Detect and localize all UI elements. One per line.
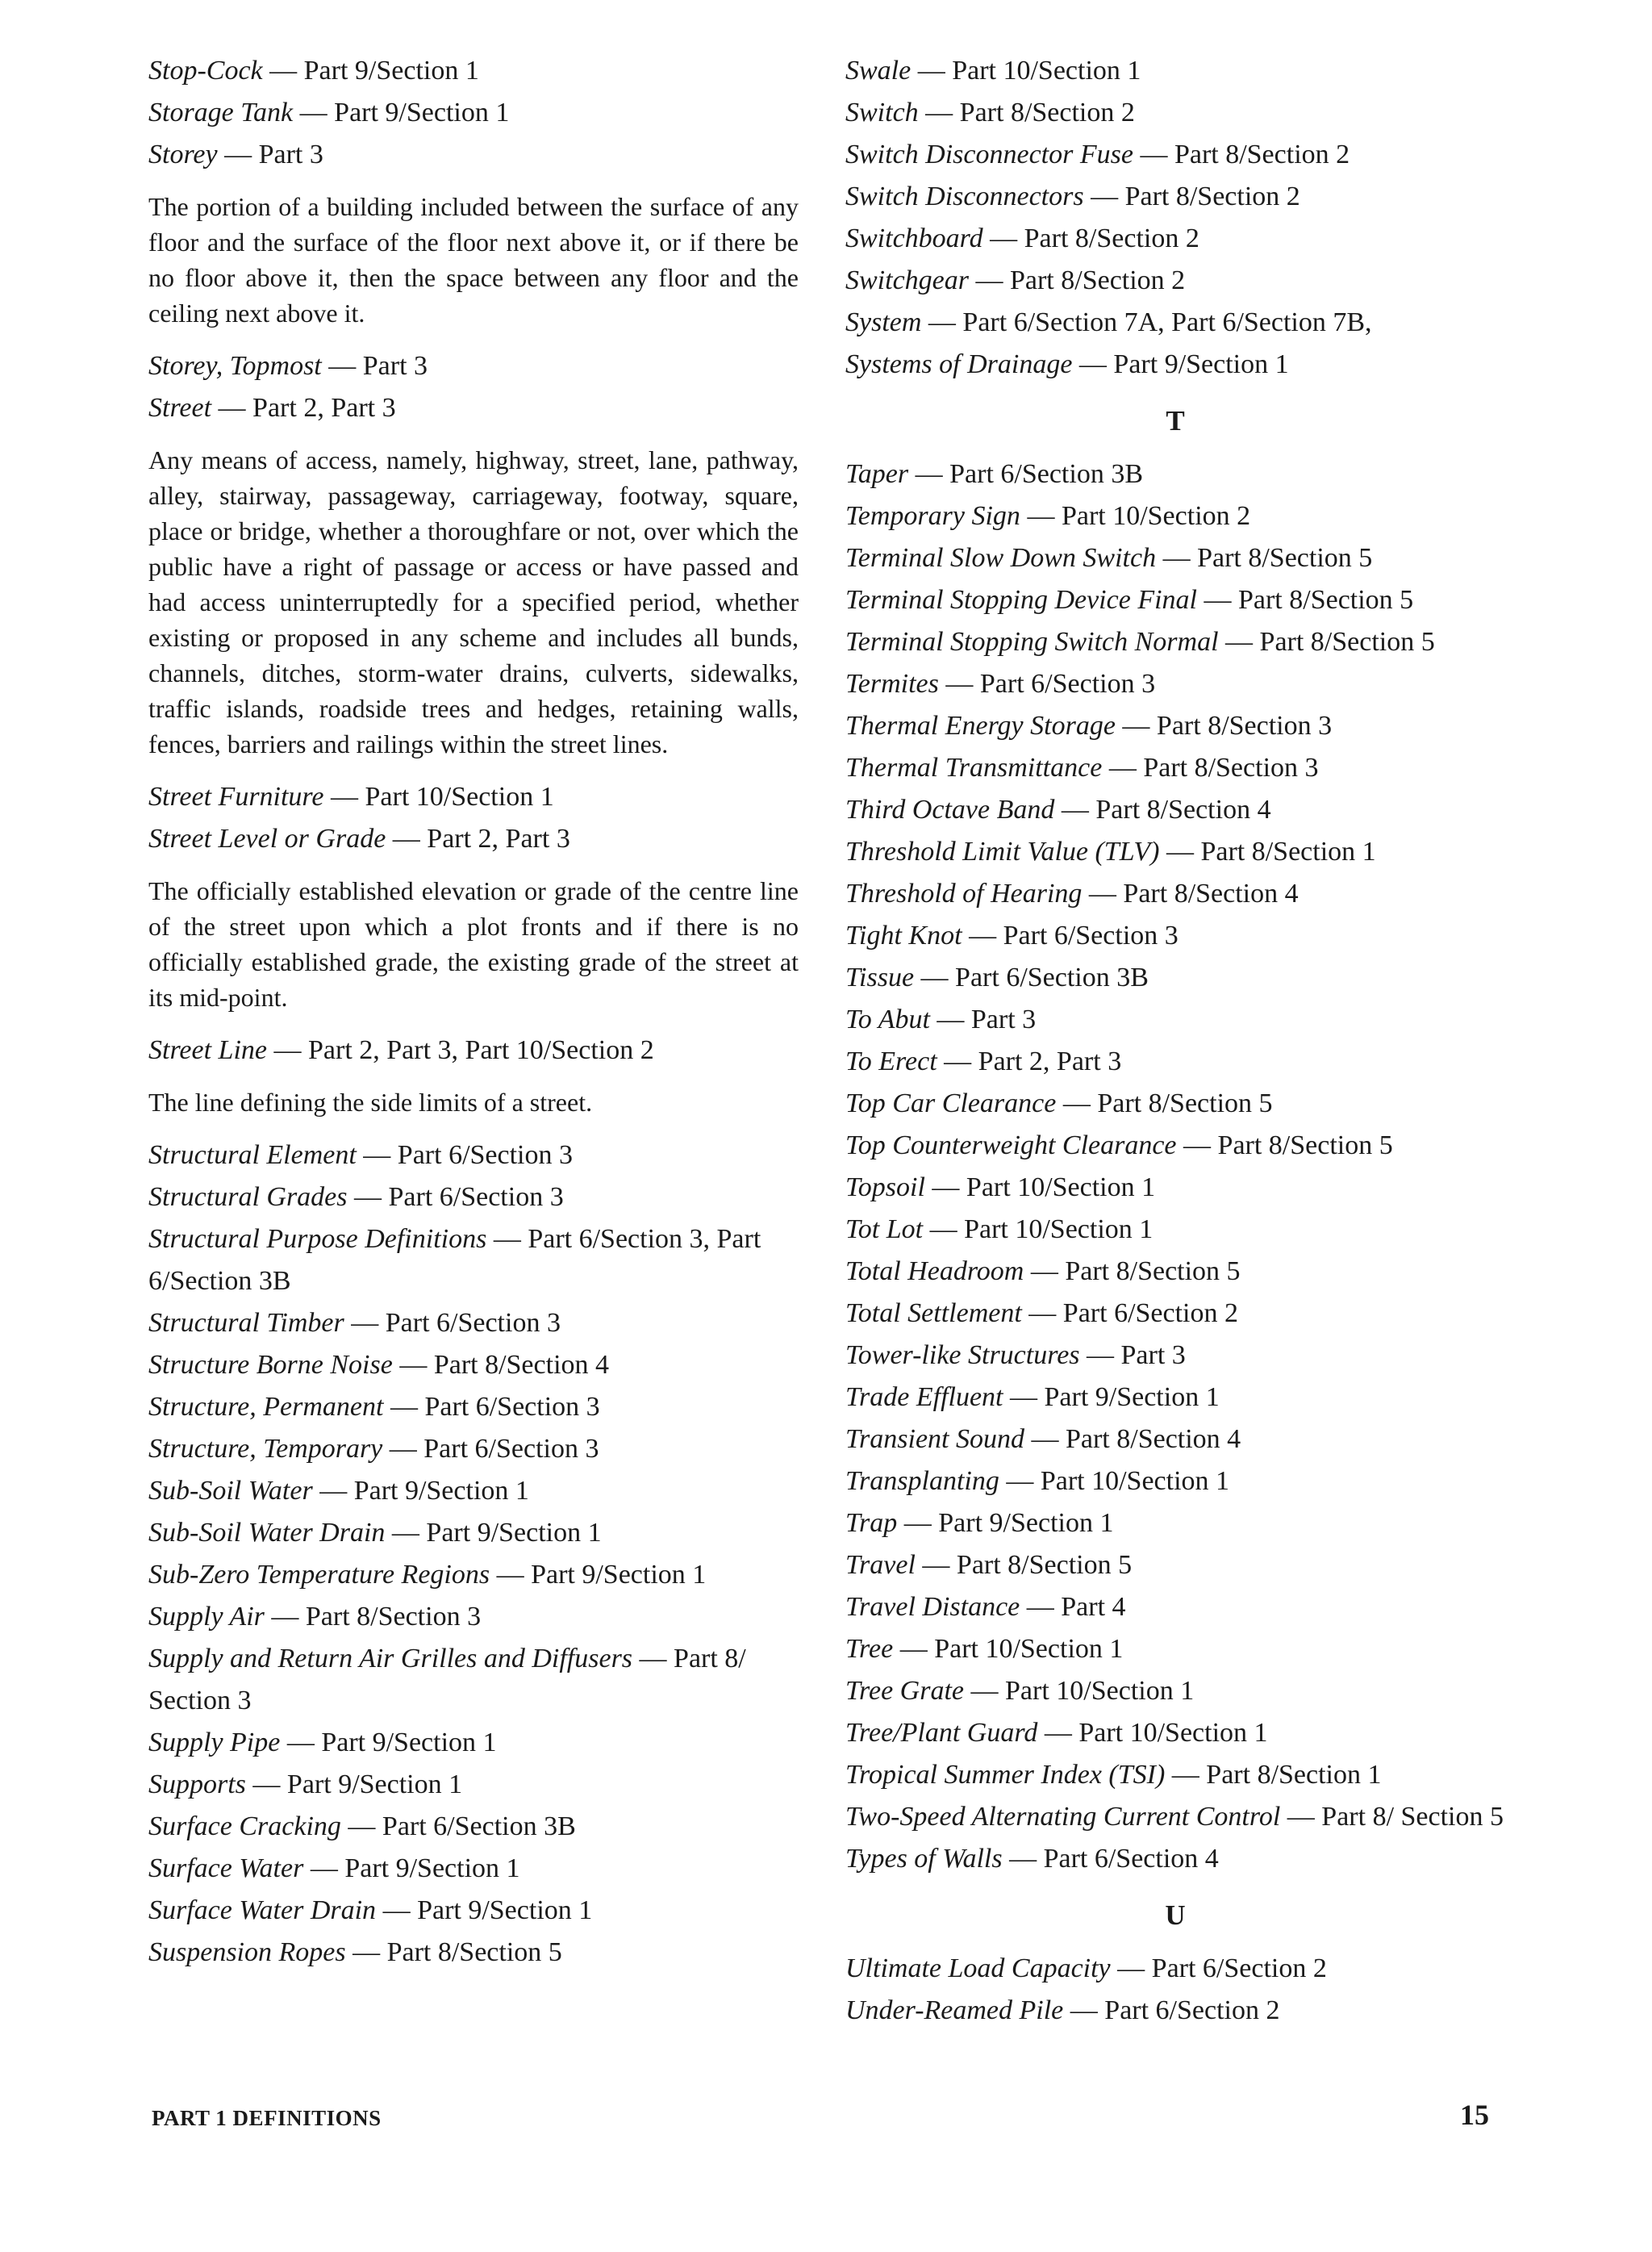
entry-term: Sub-Soil Water Drain [148,1518,386,1548]
glossary-entry: Tree — Part 10/Section 1 [845,1634,1124,1664]
entry-reference: Part 9/Section 1 [417,1895,593,1925]
entry-term: Tissue [845,963,915,992]
entry-term: Supply Pipe [148,1728,281,1757]
entry-term: Surface Cracking [148,1811,341,1841]
entry-reference: Part 6/Section 3 [1003,921,1179,951]
entry-term: Tropical Summer Index (TSI) [845,1760,1166,1790]
right-column [845,50,1505,2032]
glossary-entry: Sub-Soil Water — Part 9/Section 1 [148,1476,529,1506]
glossary-entry: Tight Knot — Part 6/Section 3 [845,921,1179,951]
glossary-entry: Tree/Plant Guard — Part 10/Section 1 [845,1718,1268,1748]
glossary-entry: Structure Borne Noise — Part 8/Section 4 [148,1350,610,1380]
glossary-entry: Suspension Ropes — Part 8/Section 5 [148,1937,562,1967]
entry-reference: Part 6/Section 2 [1151,1953,1327,1983]
section-letter-heading: T [1166,405,1185,437]
glossary-entry: To Erect — Part 2, Part 3 [845,1047,1122,1076]
entry-term: Storage Tank [148,98,294,127]
glossary-entry: Trap — Part 9/Section 1 [845,1508,1114,1538]
entry-term: Total Headroom [845,1256,1024,1286]
entry-reference: Part 8/Section 2 [1174,140,1350,169]
entry-term: Third Octave Band [845,795,1055,825]
entry-term: Structural Grades [148,1182,348,1212]
entry-term: Threshold of Hearing [845,879,1083,909]
entry-reference: Part 9/Section 1 [531,1560,707,1590]
glossary-entry: Total Headroom — Part 8/Section 5 [845,1256,1241,1286]
glossary-entry: Total Settlement — Part 6/Section 2 [845,1298,1238,1328]
entry-reference: Part 8/Section 5 [1065,1256,1241,1286]
entry-term: Structural Purpose Definitions [148,1224,487,1254]
entry-reference: Part 8/Section 3 [1143,753,1319,783]
entry-reference: Part 6/Section 3B [382,1811,576,1841]
entry-reference: Part 2, Part 3 [427,824,570,854]
entry-reference: Part 6/Section 4 [1043,1844,1219,1874]
glossary-entry: To Abut — Part 3 [845,1005,1037,1034]
glossary-entry: Swale — Part 10/Section 1 [845,56,1141,86]
glossary-entry: Storey — Part 3 [148,140,323,169]
entry-reference: Part 8/Section 5 [1097,1088,1273,1118]
entry-reference: Part 10/Section 2 [1061,501,1251,531]
glossary-entry: Street — Part 2, Part 3 [148,393,396,423]
glossary-entry: Two-Speed Alternating Current Control — Part 8/ Section 5 [845,1802,1504,1832]
entry-term: Structural Element [148,1140,357,1170]
page-number: 15 [1460,2099,1489,2131]
entry-term: Sub-Zero Temperature Regions [148,1560,490,1590]
glossary-entry: Transplanting — Part 10/Section 1 [845,1466,1230,1496]
entry-term: Travel Distance [845,1592,1020,1622]
glossary-entry: System — Part 6/Section 7A, Part 6/Section 7B, [845,307,1372,337]
entry-term: Total Settlement [845,1298,1022,1328]
definition-paragraph: The officially established elevation or grade of the centre line of the street upon which a plot fronts and if there is no officially established grade, the existing grade of the street at its mid-point. [148,876,799,1012]
entry-reference: Part 6/Section 3B [949,459,1144,489]
entry-term: Tree/Plant Guard [845,1718,1038,1748]
entry-term: Tot Lot [845,1214,924,1244]
entry-reference: Part 8/Section 5 [956,1550,1133,1580]
entry-reference: Part 8/Section 2 [1124,182,1300,211]
glossary-entry: Supply Air — Part 8/Section 3 [148,1602,482,1632]
entry-term: Tree [845,1634,894,1664]
glossary-entry: Thermal Transmittance — Part 8/Section 3 [845,753,1319,783]
entry-reference: Part 8/Section 2 [1009,265,1186,295]
entry-term: Taper [845,459,909,489]
glossary-entry: Tree Grate — Part 10/Section 1 [845,1676,1195,1706]
entry-term: Travel [845,1550,916,1580]
entry-term: Surface Water [148,1853,304,1883]
entry-reference: Part 6/Section 2 [1104,1995,1280,2025]
entry-reference: Part 8/ Section 5 [1321,1802,1504,1832]
entry-term: Structure Borne Noise [148,1350,393,1380]
entry-reference: Part 9/Section 1 [344,1853,520,1883]
entry-reference: Part 6/Section 3 [423,1434,599,1464]
entry-term: Terminal Slow Down Switch [845,543,1157,573]
entry-reference: Part 9/Section 1 [303,56,479,86]
entry-term: Switchboard [845,224,983,253]
glossary-entry: Types of Walls — Part 6/Section 4 [845,1844,1219,1874]
entry-reference: Part 8/Section 3 [305,1602,482,1632]
entry-term: Under-Reamed Pile [845,1995,1064,2025]
glossary-entry: Tropical Summer Index (TSI) — Part 8/Section 1 [845,1760,1382,1790]
glossary-entry: Supply Pipe — Part 9/Section 1 [148,1728,497,1757]
glossary-entry: Threshold Limit Value (TLV) — Part 8/Section 1 [845,837,1376,867]
entry-term: Threshold Limit Value (TLV) [845,837,1160,867]
glossary-entry: Switchboard — Part 8/Section 2 [845,224,1199,253]
definition-paragraph: The portion of a building included between the surface of any floor and the surface of the floor next above it, or if there be no floor above it, then the space between any floor and the ceiling next above it. [148,192,799,328]
entry-reference: Part 2, Part 3 [252,393,396,423]
entry-reference: Part 8/Section 2 [1024,224,1199,253]
glossary-entry: Street Furniture — Part 10/Section 1 [148,782,554,812]
glossary-entry: Under-Reamed Pile — Part 6/Section 2 [845,1995,1280,2025]
entry-reference: Part 3 [258,140,323,169]
entry-reference: Part 6/Section 3 [385,1308,561,1338]
glossary-entry: Terminal Stopping Switch Normal — Part 8/Section 5 [845,627,1435,657]
entry-reference: Part 9/Section 1 [334,98,510,127]
glossary-entry: Tissue — Part 6/Section 3B [845,963,1149,992]
glossary-entry: Street Line — Part 2, Part 3, Part 10/Section 2 [148,1035,654,1065]
glossary-entry: Structural Grades — Part 6/Section 3 [148,1182,564,1212]
entry-reference: Part 8/Section 4 [433,1350,610,1380]
glossary-entry: Travel — Part 8/Section 5 [845,1550,1133,1580]
entry-reference: Part 10/Section 1 [1005,1676,1195,1706]
entry-term: Trap [845,1508,898,1538]
entry-reference: Part 10/Section 1 [1078,1718,1268,1748]
entry-term: Storey, Topmost [148,351,322,381]
entry-reference: Part 3 [362,351,428,381]
entry-reference: Part 8/ Section 3 [148,1644,746,1715]
entry-term: Supply and Return Air Grilles and Diffusers [148,1644,633,1673]
entry-reference: Part 8/Section 1 [1200,837,1376,867]
entry-term: Structure, Permanent [148,1392,384,1422]
entry-term: Temporary Sign [845,501,1020,531]
entry-term: Ultimate Load Capacity [845,1953,1111,1983]
entry-term: Swale [845,56,912,86]
entry-reference: Part 10/Section 1 [934,1634,1124,1664]
entry-term: Switchgear [845,265,969,295]
entry-term: Transplanting [845,1466,999,1496]
entry-term: Terminal Stopping Device Final [845,585,1197,615]
section-letter-heading: U [1165,1899,1186,1931]
entry-term: Street Line [148,1035,267,1065]
entry-reference: Part 9/Section 1 [1113,349,1289,379]
glossary-entry: Switch — Part 8/Section 2 [845,98,1135,127]
entry-term: Street Level or Grade [148,824,386,854]
entry-term: Top Car Clearance [845,1088,1057,1118]
glossary-entry: Trade Effluent — Part 9/Section 1 [845,1382,1220,1412]
glossary-entry: Ultimate Load Capacity — Part 6/Section 2 [845,1953,1327,1983]
entry-reference: Part 10/Section 1 [1040,1466,1230,1496]
entry-reference: Part 9/Section 1 [353,1476,529,1506]
glossary-entry: Top Counterweight Clearance — Part 8/Section 5 [845,1130,1393,1160]
entry-reference: Part 8/Section 5 [386,1937,562,1967]
entry-reference: Part 8/Section 4 [1123,879,1299,909]
entry-reference: Part 8/Section 5 [1237,585,1414,615]
entry-reference: Part 8/Section 5 [1197,543,1373,573]
glossary-entry: Tot Lot — Part 10/Section 1 [845,1214,1153,1244]
glossary-entry: Storey, Topmost — Part 3 [148,351,428,381]
entry-reference: Part 10/Section 1 [952,56,1141,86]
glossary-entry: Top Car Clearance — Part 8/Section 5 [845,1088,1273,1118]
entry-reference: Part 2, Part 3, Part 10/Section 2 [308,1035,654,1065]
glossary-entry: Terminal Slow Down Switch — Part 8/Section 5 [845,543,1373,573]
entry-term: System [845,307,922,337]
entry-reference: Part 10/Section 1 [966,1172,1156,1202]
entry-reference: Part 3 [970,1005,1037,1034]
definition-paragraph: Any means of access, namely, highway, street, lane, pathway, alley, stairway, passageway, carriageway, footway, square, place or bridge, whether a thoroughfare or not, over which the public have a right of passage or access or have passed and had access uninterruptedly for a specified period, whether existing or proposed in any scheme and includes all bunds, channels, ditches, storm-water drains, culverts, sidewalks, traffic islands, roadside trees and hedges, retaining walls, fences, barriers and railings within the street lines. [148,445,799,758]
entry-reference: Part 8/Section 2 [959,98,1135,127]
entry-term: Two-Speed Alternating Current Control [845,1802,1281,1832]
glossary-entry: Structural Element — Part 6/Section 3 [148,1140,573,1170]
entry-term: Termites [845,669,939,699]
entry-term: Trade Effluent [845,1382,1003,1412]
glossary-entry: Taper — Part 6/Section 3B [845,459,1144,489]
entry-term: Switch Disconnector Fuse [845,140,1133,169]
entry-reference: Part 6/Section 3, Part 6/Section 3B [148,1224,761,1296]
entry-reference: Part 9/Section 1 [286,1769,463,1799]
glossary-entry: Storage Tank — Part 9/Section 1 [148,98,510,127]
entry-reference: Part 4 [1061,1592,1126,1622]
glossary-entry: Structural Timber — Part 6/Section 3 [148,1308,561,1338]
glossary-entry: Structure, Permanent — Part 6/Section 3 [148,1392,600,1422]
entry-term: Structural Timber [148,1308,344,1338]
entry-term: Street Furniture [148,782,324,812]
entry-reference: Part 9/Section 1 [938,1508,1114,1538]
entry-reference: Part 6/Section 7A, Part 6/Section 7B, [962,307,1372,337]
entry-term: Topsoil [845,1172,925,1202]
entry-term: Sub-Soil Water [148,1476,313,1506]
entry-term: Surface Water Drain [148,1895,377,1925]
entry-reference: Part 8/Section 5 [1259,627,1435,657]
glossary-entry: Sub-Soil Water Drain — Part 9/Section 1 [148,1518,602,1548]
definition-paragraph: The line defining the side limits of a street. [148,1088,593,1117]
entry-term: Storey [148,140,218,169]
entry-term: Terminal Stopping Switch Normal [845,627,1219,657]
entry-term: Street [148,393,212,423]
entry-reference: Part 6/Section 3 [397,1140,573,1170]
glossary-entry: Supply and Return Air Grilles and Diffusers — Part 8/ Section 3 [148,1644,746,1715]
entry-term: To Erect [845,1047,937,1076]
glossary-entry: Street Level or Grade — Part 2, Part 3 [148,824,570,854]
entry-term: To Abut [845,1005,930,1034]
entry-term: Structure, Temporary [148,1434,383,1464]
glossary-entry: Surface Water Drain — Part 9/Section 1 [148,1895,593,1925]
entry-term: Top Counterweight Clearance [845,1130,1177,1160]
entry-reference: Part 8/Section 1 [1206,1760,1382,1790]
entry-term: Tight Knot [845,921,962,951]
glossary-entry: Termites — Part 6/Section 3 [845,669,1156,699]
entry-term: Thermal Transmittance [845,753,1103,783]
glossary-entry: Topsoil — Part 10/Section 1 [845,1172,1156,1202]
entry-term: Supports [148,1769,246,1799]
entry-reference: Part 6/Section 3 [979,669,1156,699]
glossary-entry: Supports — Part 9/Section 1 [148,1769,463,1799]
entry-reference: Part 6/Section 3B [955,963,1149,992]
glossary-entry: Stop-Cock — Part 9/Section 1 [148,56,479,86]
entry-reference: Part 6/Section 3 [424,1392,600,1422]
entry-term: Stop-Cock [148,56,263,86]
glossary-entry: Surface Cracking — Part 6/Section 3B [148,1811,576,1841]
glossary-entry: Switch Disconnector Fuse — Part 8/Section 2 [845,140,1350,169]
glossary-entry: Terminal Stopping Device Final — Part 8/Section 5 [845,585,1414,615]
entry-term: Transient Sound [845,1424,1024,1454]
entry-term: Tree Grate [845,1676,965,1706]
glossary-entry: Transient Sound — Part 8/Section 4 [845,1424,1241,1454]
glossary-entry: Systems of Drainage — Part 9/Section 1 [845,349,1289,379]
entry-term: Suspension Ropes [148,1937,346,1967]
entry-reference: Part 10/Section 1 [365,782,554,812]
entry-term: Switch Disconnectors [845,182,1084,211]
glossary-entry: Surface Water — Part 9/Section 1 [148,1853,520,1883]
entry-term: Thermal Energy Storage [845,711,1116,741]
entry-reference: Part 9/Section 1 [321,1728,497,1757]
footer-section-title: PART 1 DEFINITIONS [152,2106,382,2130]
glossary-entry: Third Octave Band — Part 8/Section 4 [845,795,1271,825]
glossary-entry: Tower-like Structures — Part 3 [845,1340,1186,1370]
entry-reference: Part 6/Section 3 [388,1182,564,1212]
entry-reference: Part 9/Section 1 [1044,1382,1220,1412]
entry-reference: Part 8/Section 5 [1217,1130,1393,1160]
glossary-entry: Sub-Zero Temperature Regions — Part 9/Section 1 [148,1560,707,1590]
glossary-entry: Thermal Energy Storage — Part 8/Section 3 [845,711,1333,741]
glossary-entry: Structure, Temporary — Part 6/Section 3 [148,1434,599,1464]
entry-term: Systems of Drainage [845,349,1073,379]
entry-term: Supply Air [148,1602,265,1632]
glossary-entry: Temporary Sign — Part 10/Section 2 [845,501,1251,531]
glossary-entry: Threshold of Hearing — Part 8/Section 4 [845,879,1299,909]
entry-term: Switch [845,98,919,127]
entry-reference: Part 10/Section 1 [964,1214,1153,1244]
entry-reference: Part 9/Section 1 [426,1518,602,1548]
entry-reference: Part 3 [1120,1340,1186,1370]
entry-reference: Part 6/Section 2 [1062,1298,1238,1328]
glossary-entry: Structural Purpose Definitions — Part 6/Section 3, Part 6/Section 3B [148,1224,761,1296]
entry-reference: Part 8/Section 4 [1095,795,1271,825]
entry-term: Types of Walls [845,1844,1003,1874]
glossary-entry: Switch Disconnectors — Part 8/Section 2 [845,182,1300,211]
left-column [148,50,799,1974]
entry-reference: Part 8/Section 4 [1065,1424,1241,1454]
entry-reference: Part 2, Part 3 [978,1047,1122,1076]
entry-reference: Part 8/Section 3 [1156,711,1333,741]
glossary-entry: Travel Distance — Part 4 [845,1592,1126,1622]
glossary-entry: Switchgear — Part 8/Section 2 [845,265,1186,295]
entry-term: Tower-like Structures [845,1340,1080,1370]
